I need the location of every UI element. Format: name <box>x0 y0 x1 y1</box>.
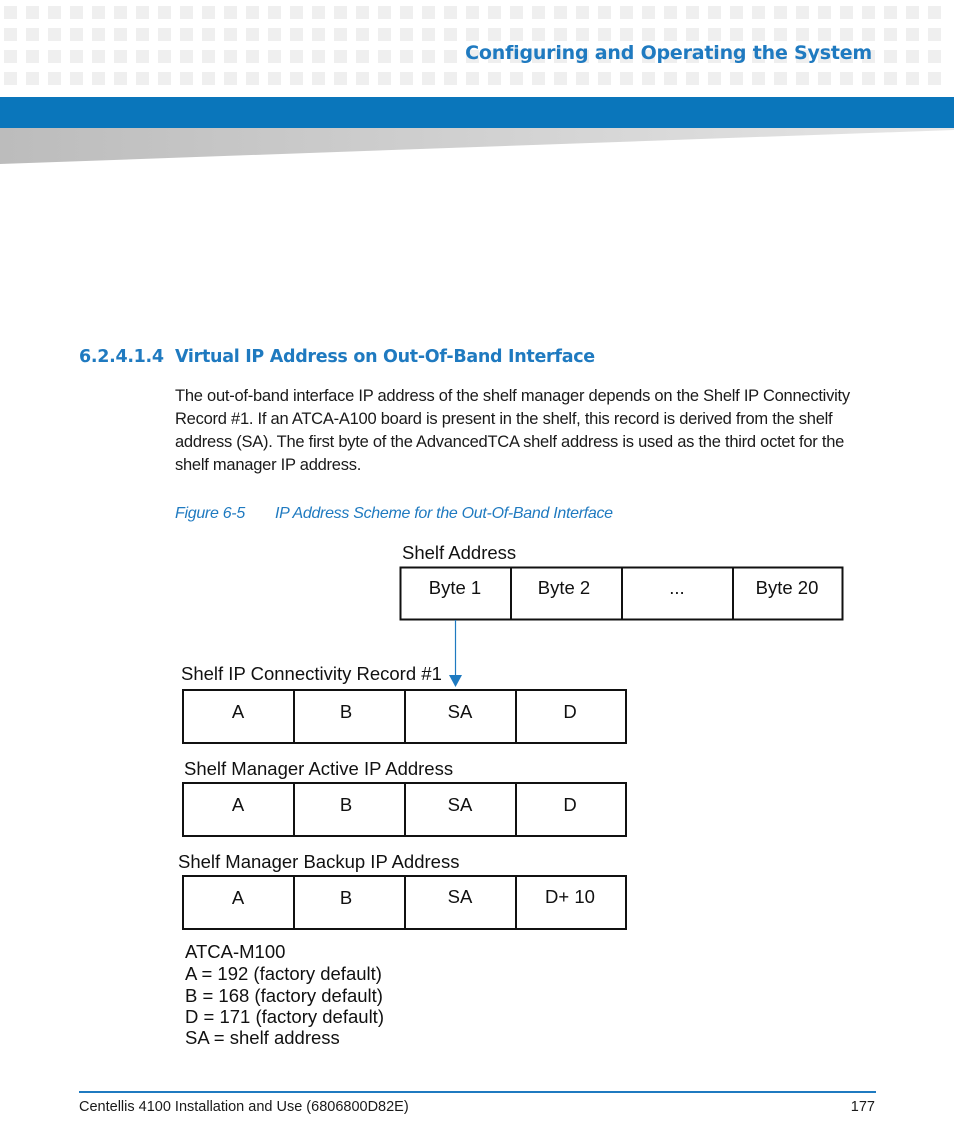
record-3-cell-d-plus-10: D+ 10 <box>545 886 595 907</box>
ip-address-scheme-diagram <box>0 530 954 1060</box>
legend-line-4: D = 171 (factory default) <box>185 1006 384 1027</box>
record-1-cell-a: A <box>231 701 245 722</box>
record-1-cell-sa: SA <box>447 701 473 722</box>
legend-line-5: SA = shelf address <box>185 1027 340 1048</box>
body-paragraph: The out-of-band interface IP address of the shelf manager depends on the Shelf IP Connectivity Record #1. If an ATCA-A100 board is present in the shelf, this record is derived from the shelf address (SA). The first byte of the AdvancedTCA shelf address is used as the third octet for the shelf manager IP address. <box>175 387 850 474</box>
legend-line-1: ATCA-M100 <box>185 941 286 962</box>
footer-rule <box>79 1091 876 1093</box>
footer-page-number: 177 <box>850 1099 875 1115</box>
legend-line-2: A = 192 (factory default) <box>185 963 382 984</box>
section-heading <box>79 347 595 367</box>
section-number: 6.2.4.1.4 <box>79 347 164 367</box>
header-gray-wedge <box>0 128 954 164</box>
record-3-cell-b: B <box>339 887 353 908</box>
record-2-title: Shelf Manager Active IP Address <box>184 758 454 779</box>
record-3-cell-sa: SA <box>447 886 473 907</box>
shelf-byte-20: Byte 20 <box>755 577 819 598</box>
record-1-cell-d: D <box>563 701 577 722</box>
record-2-cell-b: B <box>339 794 353 815</box>
section-title: Virtual IP Address on Out-Of-Band Interface <box>175 347 595 367</box>
shelf-byte-2: Byte 2 <box>537 577 591 598</box>
shelf-byte-1: Byte 1 <box>428 577 482 598</box>
record-1-cell-b: B <box>339 701 353 722</box>
shelf-byte-ellipsis: ... <box>669 577 685 598</box>
header-blue-band <box>0 97 954 128</box>
record-2-cell-d: D <box>563 794 577 815</box>
shelf-address-title: Shelf Address <box>402 542 517 563</box>
record-3-title: Shelf Manager Backup IP Address <box>178 851 460 872</box>
figure-label: Figure 6-5 <box>175 505 245 522</box>
record-2-cell-sa: SA <box>447 794 473 815</box>
record-2-cell-a: A <box>231 794 245 815</box>
legend-line-3: B = 168 (factory default) <box>185 985 383 1006</box>
record-1-title: Shelf IP Connectivity Record #1 <box>181 663 442 684</box>
record-3-cell-a: A <box>231 887 245 908</box>
chapter-title: Configuring and Operating the System <box>465 42 872 64</box>
arrow-head <box>449 675 462 687</box>
figure-caption-text: IP Address Scheme for the Out-Of-Band Interface <box>275 505 613 522</box>
figure-caption <box>175 505 613 523</box>
footer-document-title: Centellis 4100 Installation and Use (6806800D82E) <box>79 1099 409 1115</box>
